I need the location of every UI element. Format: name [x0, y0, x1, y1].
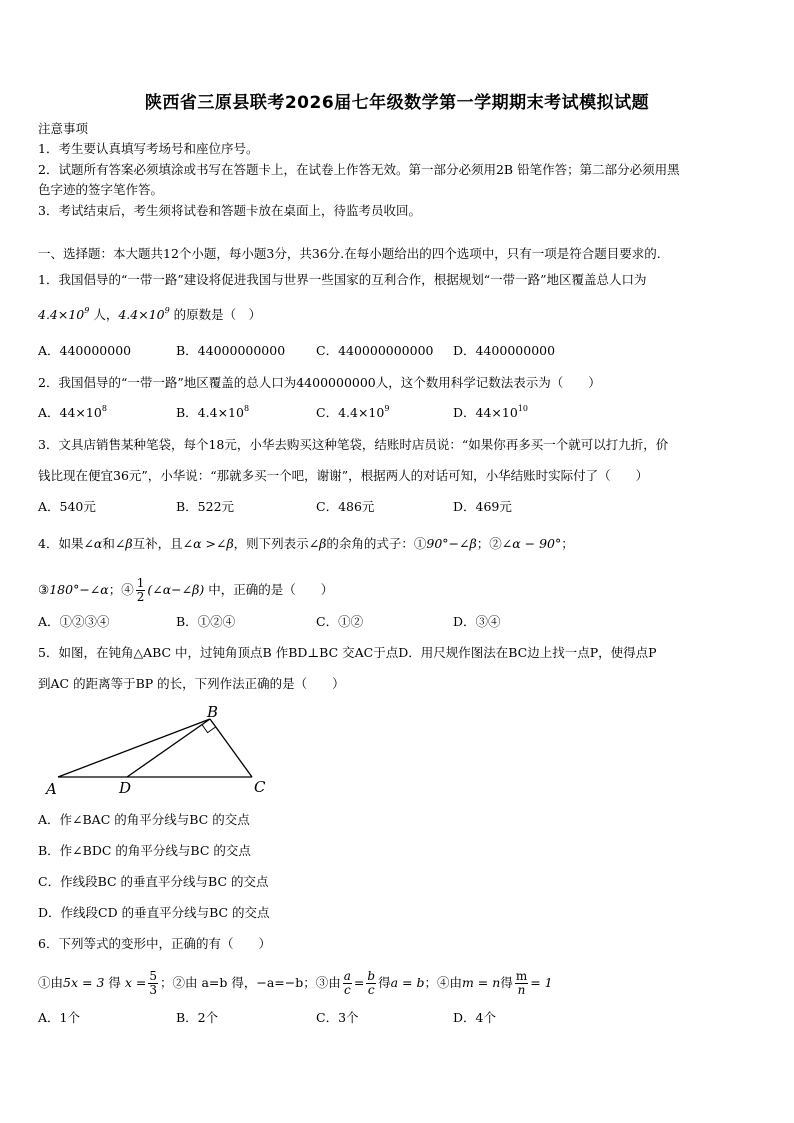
q1-tail: 的原数是（ ）	[169, 307, 262, 322]
option-b[interactable]: B．①②④	[176, 614, 236, 629]
vertex-label-a: A	[46, 780, 57, 798]
vertex-label-c: C	[254, 778, 266, 796]
notice-item: 色字迹的签字笔作答。	[38, 182, 164, 197]
question-5-text: 到AC 的距离等于BP 的长，下列作法正确的是（ ）	[38, 676, 345, 691]
q1-unit: 人，	[89, 307, 119, 322]
vertex-label-b: B	[207, 705, 219, 721]
section-heading: 一、选择题：本大题共12个小题，每小题3分，共36分.在每小题给出的四个选项中，只有一项是符合题目要求的.	[38, 246, 661, 261]
option-c[interactable]: C．作线段BC 的垂直平分线与BC 的交点	[38, 874, 269, 889]
option-c[interactable]: C．①②	[316, 614, 364, 629]
fraction: $\frac{b}{c}$	[367, 969, 376, 997]
question-3-options	[38, 499, 758, 515]
fraction: $\frac{5}{3}$	[149, 969, 157, 997]
option-b[interactable]: B．$4.4\times 10^8$	[176, 404, 250, 420]
vertex-label-d: D	[119, 779, 132, 797]
option-a[interactable]: A．①②③④	[38, 614, 110, 629]
question-2-text: 2．我国倡导的“一带一路”地区覆盖的总人口为4400000000人，这个数用科学记数法表示为（ ）	[38, 375, 601, 390]
option-d[interactable]: D．4个	[453, 1010, 496, 1025]
question-2-options	[38, 405, 758, 421]
question-3-text: 3．文具店销售某种笔袋，每个18元，小华去购买这种笔袋，结账时店员说：“如果你再多买一个就可以打九折，价	[38, 437, 669, 452]
question-4-options	[38, 614, 758, 630]
option-b[interactable]: B．44000000000	[176, 343, 286, 358]
question-6-statements: ①由5x = 3 得 x = $\frac{5}{3}$ ；②由 a=b 得，−a=−b；③由 $\frac{a}{c}$ = $\frac{b}{c}$ 得a = b；④由m = n得 $\frac{m}{n}$ = 1	[38, 969, 553, 997]
question-1-stem	[38, 307, 261, 323]
option-d[interactable]: D．4400000000	[453, 343, 556, 358]
option-c[interactable]: C．486元	[316, 499, 375, 514]
option-c[interactable]: C．3个	[316, 1010, 359, 1025]
option-b[interactable]: B．2个	[176, 1010, 219, 1025]
notice-item: 2．试题所有答案必须填涂或书写在答题卡上，在试卷上作答无效。第一部分必须用2B 铅笔作答；第二部分必须用黑	[38, 162, 680, 177]
question-3-text: 钱比现在便宜36元”，小华说：“那就多买一个吧，谢谢”，根据两人的对话可知，小华结账时实际付了（ ）	[38, 468, 649, 483]
option-a[interactable]: A．440000000	[38, 343, 132, 358]
option-a[interactable]: A．540元	[38, 499, 96, 514]
fraction: $\frac{1}{2}$	[136, 576, 145, 604]
notice-item: 1．考生要认真填写考场号和座位序号。	[38, 141, 259, 156]
option-d[interactable]: D．469元	[453, 499, 512, 514]
triangle-diagram	[40, 705, 280, 800]
page-title: 陕西省三原县联考2026届七年级数学第一学期期末考试模拟试题	[144, 93, 650, 113]
option-c[interactable]: C．440000000000	[316, 343, 434, 358]
option-c[interactable]: C．$4.4\times 10^9$	[316, 404, 390, 420]
question-5-text: 5．如图，在钝角△ABC 中，过钝角顶点B 作BD⊥BC 交AC于点D．用尺规作图法在BC边上找一点P，使得点P	[38, 645, 657, 660]
option-d[interactable]: D．作线段CD 的垂直平分线与BC 的交点	[38, 905, 270, 920]
question-6-options	[38, 1010, 758, 1026]
question-4-text: ③180°−∠α；④ $\frac{1}{2}$ (∠α−∠β) 中，正确的是（ ）	[38, 576, 334, 604]
notice-item: 3．考试结束后，考生须将试卷和答题卡放在桌面上，待监考员收回。	[38, 203, 421, 218]
triangle-figure	[40, 705, 280, 800]
notice-heading: 注意事项	[38, 121, 89, 136]
q1-number-a: $4.4\times 10^9$	[38, 306, 90, 322]
option-a[interactable]: A．1个	[38, 1010, 80, 1025]
option-d[interactable]: D．$44\times 10^{10}$	[453, 404, 528, 420]
option-a[interactable]: A．$44\times 10^8$	[38, 404, 107, 420]
question-4-text: 4．如果∠α和∠β互补，且∠α >∠β，则下列表示∠β的余角的式子：①90°−∠β；②∠α − 90°；	[38, 536, 574, 551]
question-6-text: 6．下列等式的变形中，正确的有（ ）	[38, 936, 271, 951]
option-b[interactable]: B．522元	[176, 499, 235, 514]
option-a[interactable]: A．作∠BAC 的角平分线与BC 的交点	[38, 812, 250, 827]
option-b[interactable]: B．作∠BDC 的角平分线与BC 的交点	[38, 843, 251, 858]
question-1-text: 1．我国倡导的“一带一路”建设将促进我国与世界一些国家的互利合作，根据规划“一带一路”地区覆盖总人口为	[38, 272, 647, 287]
question-1-options	[38, 343, 758, 359]
option-d[interactable]: D．③④	[453, 614, 501, 629]
q1-number-b: $4.4\times 10^9$	[118, 306, 170, 322]
fraction: $\frac{a}{c}$	[343, 969, 351, 997]
fraction: $\frac{m}{n}$	[515, 969, 528, 997]
